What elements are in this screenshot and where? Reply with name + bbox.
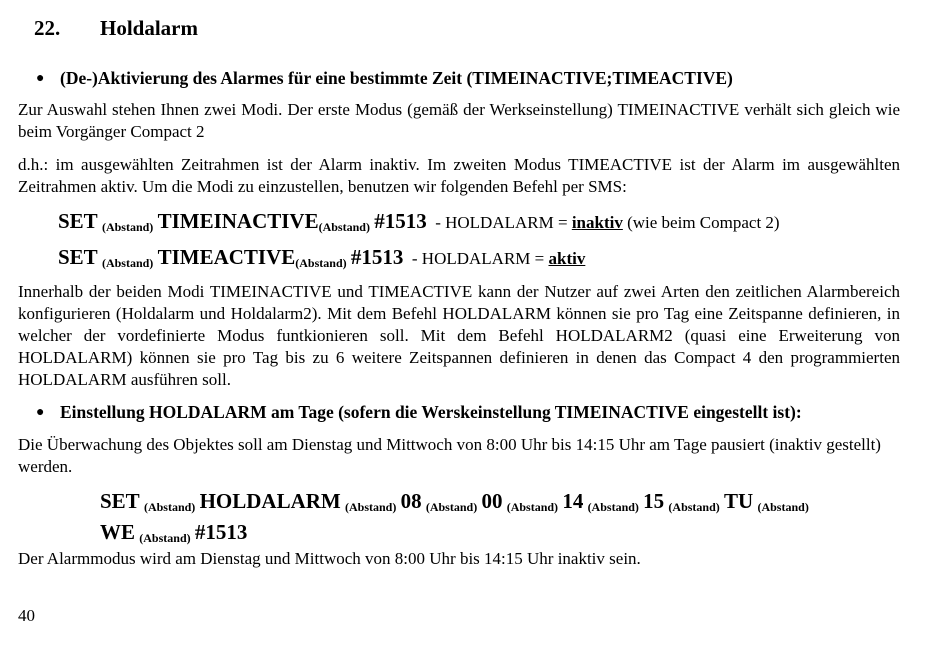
- bullet-dot-icon: ●: [36, 405, 45, 420]
- bullet-holdalarm-day: [36, 402, 802, 423]
- paragraph-modes: Zur Auswahl stehen Ihnen zwei Modi. Der erste Modus (gemäß der Werkseinstellung) TIMEINACTIVE verhält sich gleich wie beim Vorgänger Compact 2: [18, 100, 900, 141]
- bullet-text: Einstellung HOLDALARM am Tage (sofern die Werskeinstellung TIMEINACTIVE eingestellt ist):: [60, 402, 802, 422]
- cmd-abstand: (Abstand): [295, 256, 347, 270]
- paragraph-description: d.h.: im ausgewählten Zeitrahmen ist der Alarm inaktiv. Im zweiten Modus TIMEACTIVE ist der Alarm im ausgewählten Zeitrahmen aktiv. Um die Modi zu einzustellen, benutzen wir folgenden Befehl per SMS:: [18, 155, 900, 196]
- paragraph-example: Die Überwachung des Objektes soll am Dienstag und Mittwoch von 8:00 Uhr bis 14:15 Uhr am Tage pausiert (inaktiv gestellt) werden.: [18, 435, 881, 476]
- cmd-set: SET: [58, 245, 98, 269]
- section-title: Holdalarm: [100, 16, 198, 40]
- paragraph-result: Der Alarmmodus wird am Dienstag und Mittwoch von 8:00 Uhr bis 14:15 Uhr inaktiv sein.: [18, 549, 641, 568]
- cmd-code: #1513: [194, 520, 248, 544]
- cmd-abstand: (Abstand): [344, 500, 397, 514]
- paragraph-holdalarm-modes: Innerhalb der beiden Modi TIMEINACTIVE und TIMEACTIVE kann der Nutzer auf zwei Arten den zeitlichen Alarmbereich konfigurieren (Holdalarm und Holdalarm2). Mit dem Befehl HOLDALARM können sie pro Tag eine Zeitspanne definieren, in welcher der vordefinierte Modus funtkionieren soll. Mit dem Befehl HOLDALARM2 (quasi eine Erweiterung von HOLDALARM) können sie pro Tag bis zu 6 weitere Zeitspannen definieren in denen das Compact 4 den programmierten HOLDALARM ausführen soll.: [18, 282, 900, 389]
- command-timeinactive: [58, 209, 780, 235]
- cmd-set: SET: [58, 209, 98, 233]
- cmd-code: #1513: [374, 209, 427, 233]
- cmd-abstand: (Abstand): [101, 256, 154, 270]
- cmd-hour-start: 08: [400, 489, 422, 513]
- cmd-value: aktiv: [548, 249, 586, 268]
- cmd-minute-start: 00: [481, 489, 503, 513]
- cmd-day-tu: TU: [724, 489, 754, 513]
- bullet-timeinactive: [36, 68, 733, 89]
- cmd-abstand: (Abstand): [587, 500, 639, 514]
- cmd-value: inaktiv: [571, 213, 623, 232]
- cmd-minute-end: 15: [643, 489, 665, 513]
- cmd-keyword: HOLDALARM: [199, 489, 341, 513]
- cmd-abstand: (Abstand): [101, 220, 154, 234]
- cmd-set: SET: [100, 489, 140, 513]
- cmd-abstand: (Abstand): [143, 500, 196, 514]
- section-heading: [34, 16, 198, 41]
- cmd-desc: - HOLDALARM =: [430, 213, 572, 232]
- command-timeactive: [58, 245, 585, 271]
- cmd-keyword: TIMEINACTIVE: [157, 209, 319, 233]
- cmd-abstand: (Abstand): [668, 500, 720, 514]
- cmd-abstand: (Abstand): [506, 500, 559, 514]
- cmd-day-we: WE: [100, 520, 136, 544]
- cmd-abstand: (Abstand): [139, 531, 191, 545]
- cmd-hour-end: 14: [562, 489, 584, 513]
- cmd-desc: - HOLDALARM =: [407, 249, 549, 268]
- cmd-note: (wie beim Compact 2): [622, 213, 780, 232]
- bullet-text: (De-)Aktivierung des Alarmes für eine bestimmte Zeit (TIMEINACTIVE;TIMEACTIVE): [60, 68, 733, 88]
- cmd-abstand: (Abstand): [318, 220, 370, 234]
- cmd-keyword: TIMEACTIVE: [157, 245, 296, 269]
- page-number: 40: [18, 606, 35, 625]
- section-number: 22.: [34, 16, 61, 40]
- cmd-abstand: (Abstand): [425, 500, 478, 514]
- cmd-abstand: (Abstand): [757, 500, 809, 514]
- cmd-code: #1513: [350, 245, 404, 269]
- command-holdalarm: [100, 489, 900, 551]
- bullet-dot-icon: ●: [36, 71, 45, 86]
